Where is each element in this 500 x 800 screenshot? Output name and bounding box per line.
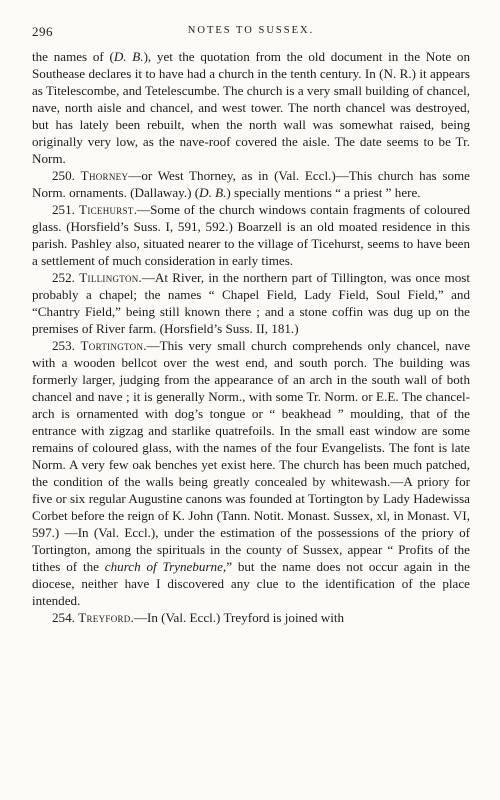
entry-number: 250. <box>52 168 75 183</box>
entry-number: 251. <box>52 202 75 217</box>
running-title: NOTES TO SUSSEX. <box>187 25 315 36</box>
entry-253-tortington: 253. Tortington.—This very small church comprehends only chancel, nave with a wooden bellcot over the west end, and south porch. The building was formerly larger, judging from the appearance of an arch in the south wall of both chancel and nave ; it is generally Norm., with some Tr. Norm. or E.E. The chancel-arch is ornamented with dog’s tongue or “ beakhead ” moulding, that of the entrance with zigzag and starlike quatrefoils. In the small east window are some remains of coloured glass, with the names of the four Evangelists. The font is late Norm. A very few oak benches yet exist here. The church has been much patched, the condition of the walls being greatly concealed by whitewash.—A priory for five or six regular Augustine canons was founded at Tortington by Lady Hadewissa Corbet before the reign of K. John (Tann. Notit. Monast. Sussex, xl, in Monast. VI, 597.) —In (Val. Eccl.), under the estimation of the possessions of the priory of Tortington, among the spirituals in the county of Sussex, appear “ Profits of the tithes of the church of Tryneburne,” but the name does not occur again in the diocese, neither have I discovered any clue to the identification of the place intended. <box>32 338 470 608</box>
entry-254-treyford: 254. Treyford.—In (Val. Eccl.) Treyford is joined with <box>52 610 345 625</box>
entry-place-name: Tillington <box>79 270 139 285</box>
continuation-paragraph: the names of (D. B.), yet the quotation from the old document in the Note on Southease declares it to have had a church in the tenth century. In (N. R.) it appears as Titelescombe, and Tetelescumbe. The church is a very small building of chancel, nave, north aisle and chancel, and west tower. The north chancel was destroyed, but has lately been rebuilt, when the north wall was somewhat raised, being originally very low, as the nave-roof covered the aisle. The date seems to be Tr. Norm. <box>32 49 470 166</box>
running-head <box>32 24 470 48</box>
page-number: 296 <box>32 24 53 39</box>
italic-church-name: church of Tryneburne, <box>104 559 227 574</box>
entry-250-thorney: 250. Thorney—or West Thorney, as in (Val. Eccl.)—This church has some Norm. ornaments. (Dallaway.) (D. B.) specially mentions “ a priest ” here. <box>32 168 470 200</box>
entry-number: 254. <box>52 610 75 625</box>
entry-number: 252. <box>52 270 75 285</box>
entry-place-name: Tortington <box>80 338 144 353</box>
domesday-ref: D. B. <box>113 49 144 64</box>
entry-252-tillington: 252. Tillington.—At River, in the northern part of Tillington, was once most probably a chapel; the names “ Chapel Field, Lady Field, Soul Field,” and “Chantry Field,” being still known there ; and a stone coffin was dug up on the premises of River farm. (Horsfield’s Suss. II, 181.) <box>32 270 470 336</box>
entry-place-name: Thorney <box>80 168 129 183</box>
entry-place-name: Ticehurst <box>79 202 134 217</box>
domesday-ref: D. B. <box>199 185 227 200</box>
entry-251-ticehurst: 251. Ticehurst.—Some of the church windows contain fragments of coloured glass. (Horsfield’s Suss. I, 591, 592.) Boarzell is an old moated residence in this parish. Pashley also, situated nearer to the village of Ticehurst, seems to have been a settlement of much consideration in early times. <box>32 202 470 268</box>
body-text <box>32 48 470 626</box>
entry-number: 253. <box>52 338 75 353</box>
entry-place-name: Treyford <box>78 610 131 625</box>
